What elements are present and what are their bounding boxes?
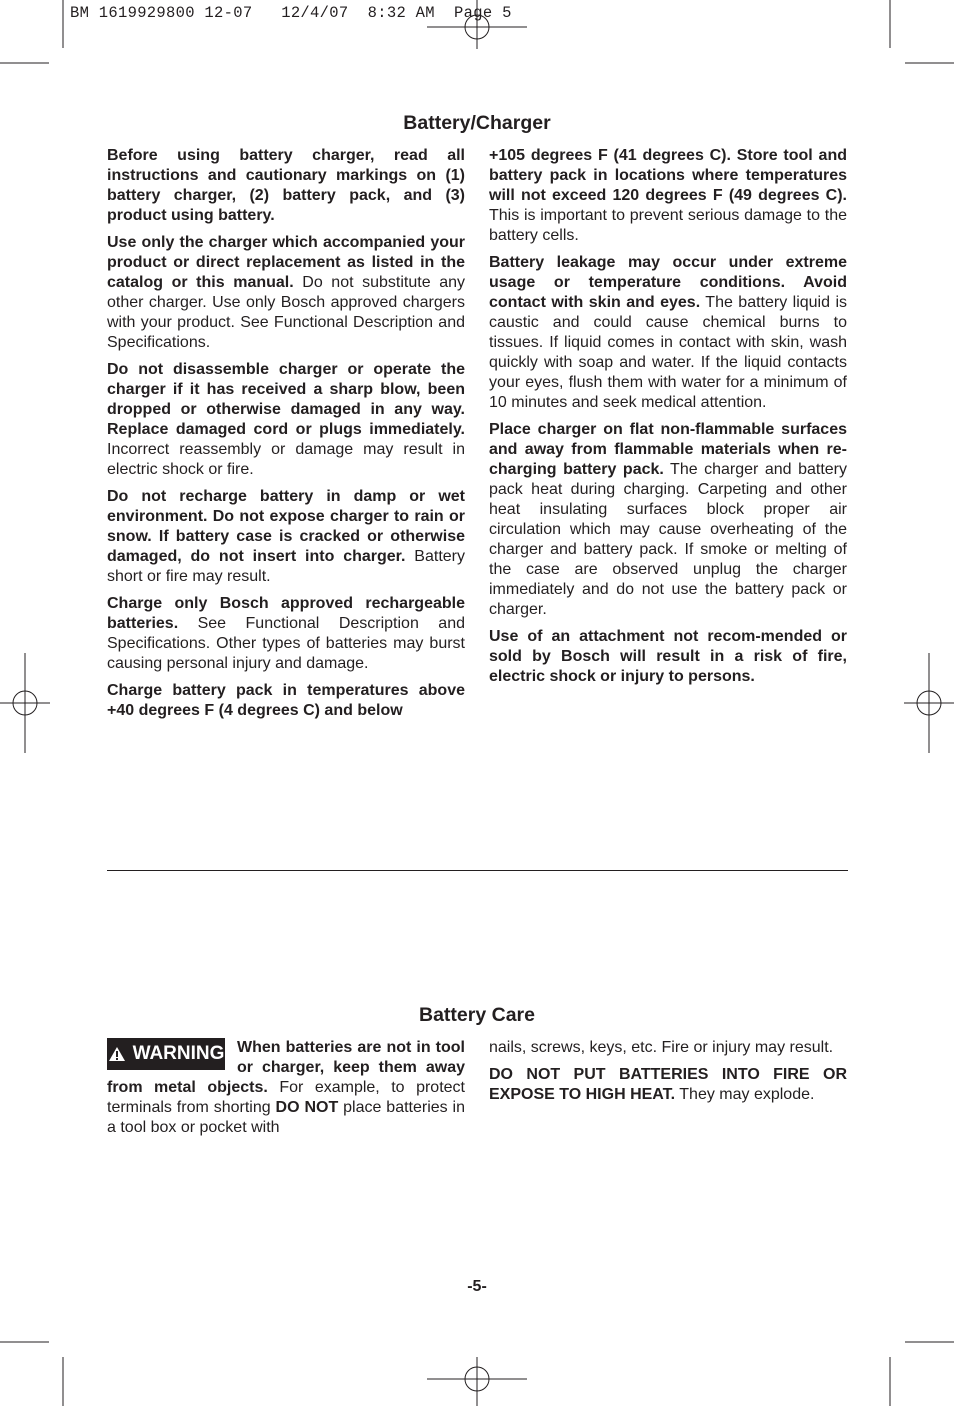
- battery-charger-left-column: [107, 146, 465, 728]
- warning-label: WARNING: [132, 1043, 225, 1064]
- registration-mark-left: [0, 653, 50, 753]
- warning-triangle-icon: [108, 1046, 126, 1062]
- registration-mark-right: [904, 653, 954, 753]
- registration-mark-bottom: [427, 1357, 527, 1406]
- battery-care-right-column: [489, 1038, 847, 1112]
- paragraph: +105 degrees F (41 degrees C). Store tool and battery pack in locations where temperatures will not exceed 120 degrees F (49 degrees C). This is important to prevent serious damage to the battery cells.: [489, 147, 847, 244]
- paragraph: Before using battery charger, read all instructions and cautionary markings on (1) battery charger, (2) battery pack, and (3) product using battery.: [107, 147, 465, 224]
- paragraph: Use of an attachment not recom-mended or sold by Bosch will result in a risk of fire, electric shock or injury to persons.: [489, 628, 847, 685]
- battery-care-left-column: [107, 1038, 465, 1145]
- warning-badge: [107, 1038, 225, 1070]
- paragraph: Do not recharge battery in damp or wet environment. Do not expose charger to rain or snow. If battery case is cracked or otherwise damaged, do not insert into charger. Battery short or fire may result.: [107, 488, 465, 585]
- paragraph: DO NOT PUT BATTERIES INTO FIRE OR EXPOSE TO HIGH HEAT. They may explode.: [489, 1066, 847, 1103]
- paragraph: Use only the charger which accompanied your product or direct replacement as listed in the catalog or this manual. Do not substitute any other charger. Use only Bosch approved chargers with your product. See Functional Description and Specifications.: [107, 234, 465, 351]
- paragraph: Charge only Bosch approved rechargeable batteries. See Functional Description and Specifications. Other types of batteries may burst causing personal injury and damage.: [107, 595, 465, 672]
- registration-mark-top: [427, 0, 527, 49]
- paragraph: Do not disassemble charger or operate the charger if it has received a sharp blow, been dropped or otherwise damaged in any way. Replace damaged cord or plugs immediately. Incorrect reassembly or damage may result in electric shock or fire.: [107, 361, 465, 478]
- paragraph: Charge battery pack in temperatures above +40 degrees F (4 degrees C) and below: [107, 682, 465, 719]
- print-header: BM 1619929800 12-07 12/4/07 8:32 AM Page 5: [70, 4, 512, 22]
- paragraph: nails, screws, keys, etc. Fire or injury may result.: [489, 1039, 834, 1056]
- section-divider: [107, 870, 848, 871]
- warning-paragraph: WARNING When batteries are not in tool or charger, keep them away from metal objects. For example, to protect terminals from shorting DO NOT place batteries in a tool box or pocket with: [107, 1039, 466, 1136]
- paragraph: Battery leakage may occur under extreme usage or temperature conditions. Avoid contact with skin and eyes. The battery liquid is caustic and could cause chemical burns to tissues. If liquid comes in contact with skin, wash quickly with soap and water. If the liquid contacts your eyes, flush them with water for a minimum of 10 minutes and seek medical attention.: [489, 254, 847, 411]
- paragraph: Place charger on flat non-flammable surfaces and away from flammable materials when re-charging battery pack. The charger and battery pack heat during charging. Carpeting and other heat insulating surfaces block proper air circulation which may cause overheating of the charger and battery pack. If smoke or melting of the case are observed unplug the charger immediately and do not use the battery pack or charger.: [489, 421, 848, 618]
- battery-charger-right-column: [489, 146, 847, 694]
- section-title-battery-charger: Battery/Charger: [403, 112, 551, 134]
- page-number: -5-: [467, 1278, 487, 1295]
- section-title-battery-care: Battery Care: [419, 1004, 535, 1026]
